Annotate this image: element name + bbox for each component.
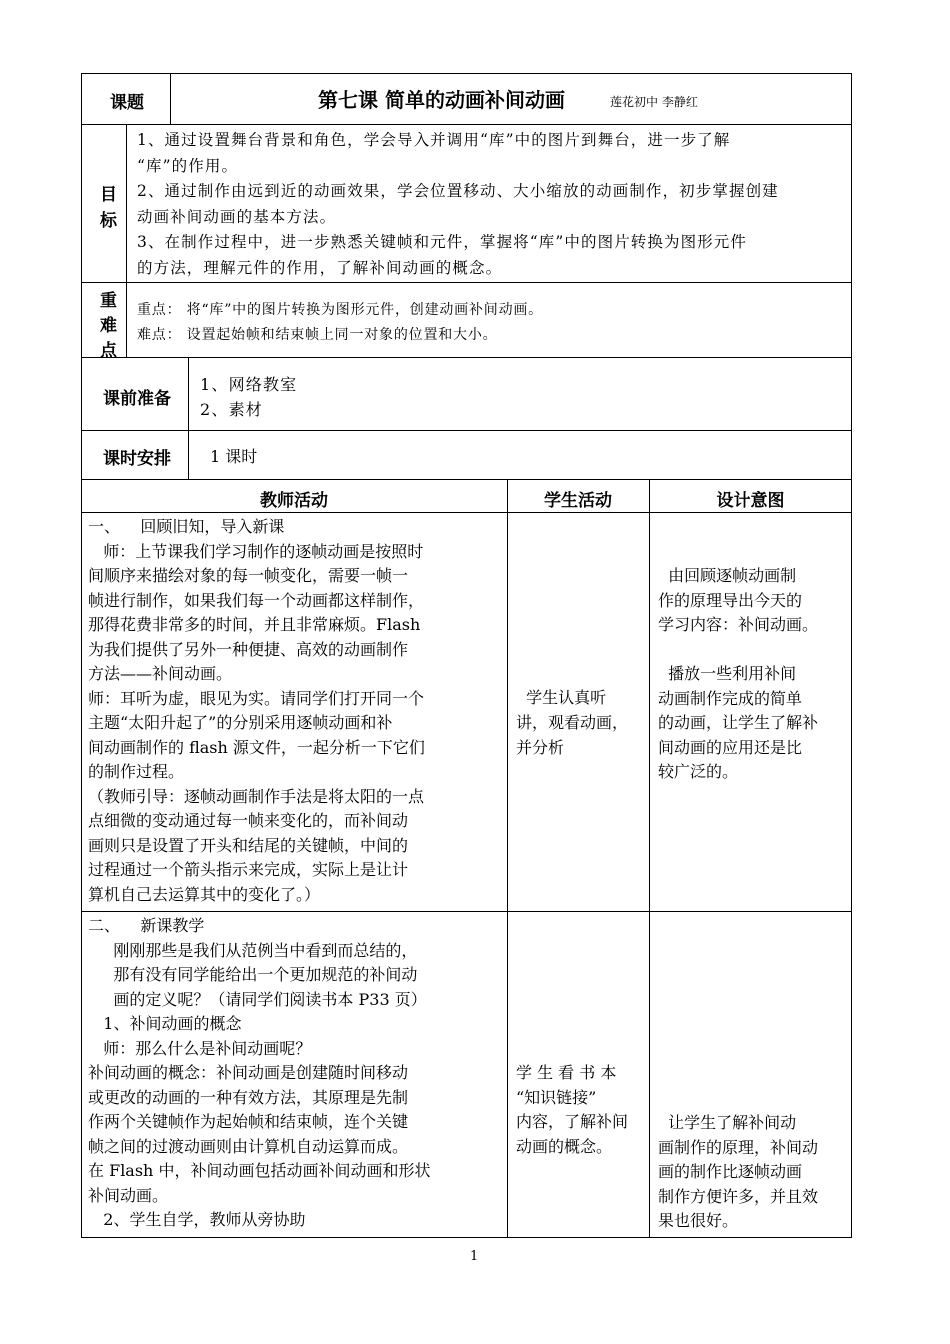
col-divider [507, 479, 508, 1238]
difficulty-text: 难点： 设置起始帧和结束帧上同一对象的位置和大小。 [137, 327, 498, 343]
col-header-student: 学生活动 [544, 491, 612, 511]
text-line: 并分析 [516, 738, 565, 757]
text-line: 二、 新课教学 [88, 916, 205, 935]
text-line: 补间动画的概念：补间动画是创建随时间移动 [88, 1063, 409, 1082]
text-line: 学生认真听 [516, 688, 607, 707]
text-line: 师：那么什么是补间动画呢？ [88, 1038, 312, 1058]
text-line: 那有没有同学能给出一个更加规范的补间动 [88, 965, 418, 984]
text-line: 制作方便许多，并且效 [658, 1186, 819, 1206]
text-line: 师：耳听为虚，眼见为实。请同学们打开同一个 [88, 688, 425, 708]
row-divider [81, 512, 852, 513]
col-divider [126, 124, 127, 358]
text-line: 那得花费非常多的时间，并且非常麻烦。Flash [88, 615, 421, 634]
text-line: 3、在制作过程中，进一步熟悉关键帧和元件，掌握将“库”中的图片转换为图形元件 [137, 233, 748, 251]
text-line: 一、 回顾旧知，导入新课 [88, 517, 285, 536]
text-line: 补间动画。 [88, 1185, 169, 1205]
text-line: 的方法，理解元件的作用，了解补间动画的概念。 [137, 258, 503, 277]
text-line: 较广泛的。 [658, 762, 739, 781]
text-line: 画的制作比逐帧动画 [658, 1162, 803, 1181]
text-line: 间顺序来描绘对象的每一帧变化，需要一帧一 [88, 566, 409, 585]
text-line: 的制作过程。 [88, 762, 185, 781]
prep-item: 2、素材 [200, 400, 263, 419]
topic-label: 课题 [110, 93, 144, 113]
text-line: 师：上节课我们学习制作的逐帧动画是按照时 [88, 541, 424, 561]
goals-label: 标 [100, 211, 117, 231]
key-point-text: 重点： 将“库”中的图片转换为图形元件，创建动画补间动画。 [137, 302, 543, 318]
text-line: 间动画制作的 flash 源文件，一起分析一下它们 [88, 737, 425, 757]
col-header-design: 设计意图 [716, 491, 785, 511]
text-line: 刚刚那些是我们从范例当中看到而总结的， [88, 940, 418, 960]
row-divider [81, 911, 852, 912]
row-divider [81, 282, 852, 283]
schedule-value: 1 课时 [210, 447, 258, 466]
text-line: 2、通过制作由远到近的动画效果，学会位置移动、大小缩放的动画制作，初步掌握创建 [137, 182, 779, 200]
author-credit: 莲花初中 李静红 [610, 95, 698, 109]
col-divider [649, 479, 650, 1238]
text-line: 由回顾逐帧动画制 [658, 566, 797, 585]
text-line: 作两个关键帧作为起始帧和结束帧，连个关键 [88, 1112, 409, 1131]
row-divider [81, 430, 852, 431]
text-line: 讲，观看动画， [516, 713, 629, 732]
text-line: 间动画的应用还是比 [658, 737, 803, 757]
text-line: 帧进行制作，如果我们每一个动画都这样制作， [88, 590, 425, 610]
page-number: 1 [470, 1249, 479, 1264]
text-line: 点细微的变动通过每一帧来变化的，而补间动 [88, 811, 409, 830]
goals-label: 目 [100, 185, 117, 205]
text-line: 播放一些利用补间 [658, 664, 797, 683]
text-line: 为我们提供了另外一种便捷、高效的动画制作 [88, 639, 409, 659]
row-divider [81, 479, 852, 480]
key-points-label: 难 [100, 316, 117, 336]
text-line: 画的定义呢？（请同学们阅读书本 P33 页） [88, 989, 427, 1009]
text-line: 帧之间的过渡动画则由计算机自动运算而成。 [88, 1136, 409, 1156]
text-line: 在 Flash 中，补间动画包括动画补间动画和形状 [88, 1161, 431, 1180]
text-line: 主题“太阳升起了”的分别采用逐帧动画和补 [88, 713, 393, 732]
text-line: 2、学生自学，教师从旁协助 [88, 1210, 306, 1229]
col-divider [170, 73, 171, 125]
text-line: 的动画，让学生了解补 [658, 713, 819, 732]
text-line: 画则只是设置了开头和结尾的关键帧，中间的 [88, 835, 409, 855]
text-line: 内容，了解补间 [516, 1112, 629, 1131]
text-line: 果也很好。 [658, 1211, 739, 1230]
col-header-teacher: 教师活动 [260, 491, 328, 511]
col-divider [188, 357, 189, 480]
key-points-label: 点 [100, 341, 117, 361]
key-points-label: 重 [100, 291, 117, 311]
text-line: 学 生 看 书 本 [516, 1063, 617, 1082]
schedule-label: 课时安排 [103, 449, 171, 469]
prep-item: 1、网络教室 [200, 375, 298, 394]
text-line: （教师引导：逐帧动画制作手法是将太阳的一点 [88, 786, 425, 806]
text-line: 动画的概念。 [516, 1136, 613, 1156]
page-title: 第七课 简单的动画补间动画 [318, 88, 565, 112]
text-line: 学习内容：补间动画。 [658, 615, 819, 634]
text-line: 1、补间动画的概念 [88, 1014, 242, 1033]
text-line: 算机自己去运算其中的变化了。） [88, 884, 321, 904]
text-line: 动画补间动画的基本方法。 [137, 207, 337, 226]
text-line: 画制作的原理，补间动 [658, 1137, 819, 1157]
text-line: “库”的作用。 [137, 156, 239, 175]
text-line: 动画制作完成的简单 [658, 688, 803, 708]
row-divider [81, 124, 852, 125]
text-line: 作的原理导出今天的 [658, 590, 803, 610]
row-divider [81, 357, 852, 358]
text-line: 让学生了解补间动 [658, 1113, 797, 1132]
text-line: 或更改的动画的一种有效方法，其原理是先制 [88, 1087, 409, 1107]
prep-label: 课前准备 [103, 389, 171, 409]
text-line: “知识链接” [516, 1087, 597, 1107]
text-line: 方法——补间动画。 [88, 664, 233, 683]
text-line: 过程通过一个箭头指示来完成，实际上是让计 [88, 860, 409, 879]
text-line: 1、通过设置舞台背景和角色，学会导入并调用“库”中的图片到舞台，进一步了解 [137, 131, 731, 149]
